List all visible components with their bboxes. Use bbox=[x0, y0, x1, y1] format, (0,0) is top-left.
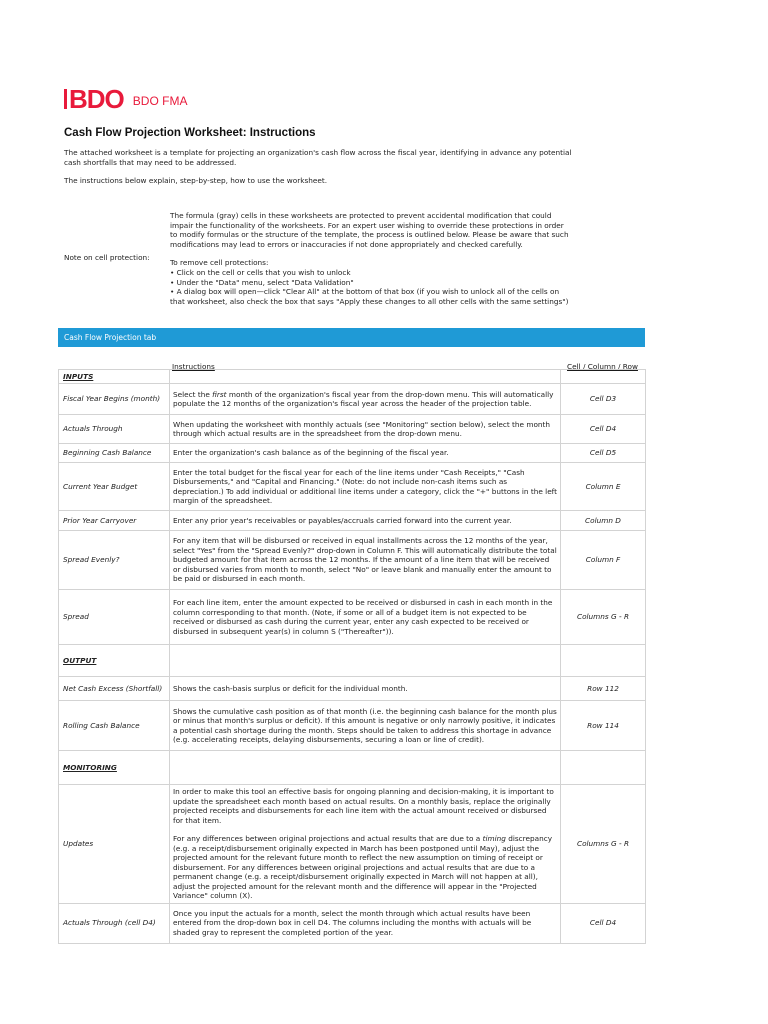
row-reference: Row 112 bbox=[561, 677, 646, 701]
instr-paragraph bbox=[173, 834, 557, 901]
table-row bbox=[59, 531, 646, 590]
instructions-header: Instructions bbox=[172, 362, 215, 371]
row-instructions: For any item that will be disbursed or received in equal installments across the 12 months of the year, select "Yes" from the "Spread Evenly?" drop-down in Column F. This will automatically distribute the total budgeted amount for that item across the 12 months. If the amount of a line item that will be received or disbursed varies from month to month, select "No" or leave blank and manually enter the amount to be paid or disbursed in each month. bbox=[170, 531, 561, 590]
note-step: • Under the "Data" menu, select "Data Validation" bbox=[170, 277, 354, 287]
remove-heading: To remove cell protections: bbox=[170, 258, 269, 268]
row-instructions: Enter the organization's cash balance as of the beginning of the fiscal year. bbox=[170, 444, 561, 463]
table-row bbox=[59, 701, 646, 751]
row-label: Prior Year Carryover bbox=[59, 511, 170, 531]
empty-cell bbox=[170, 645, 561, 677]
table-row bbox=[59, 415, 646, 444]
logo-bracket bbox=[64, 89, 67, 109]
table-row bbox=[59, 511, 646, 531]
row-instructions bbox=[170, 384, 561, 415]
section-band: Cash Flow Projection tab bbox=[58, 328, 645, 347]
section-label: MONITORING bbox=[59, 751, 170, 785]
table-row bbox=[59, 677, 646, 701]
table-row bbox=[59, 444, 646, 463]
row-instructions: Shows the cash-basis surplus or deficit for the individual month. bbox=[170, 677, 561, 701]
row-instructions: Shows the cumulative cash position as of that month (i.e. the beginning cash balance for the month plus or minus that month's surplus or deficit). If this amount is negative or only narrowly positive, it indicates a potential cash shortage during the month. Steps should be taken to address this shortage in advance (e.g. accelerating receipts, delaying disbursements, securing a loan or line of credit). bbox=[170, 701, 561, 751]
note-step: • Click on the cell or cells that you wish to unlock bbox=[170, 267, 351, 277]
instr-text: month of the organization's fiscal year from the drop-down menu. This will automatically populate the 12 months of the organization's fiscal year across the header of the projection table. bbox=[173, 389, 554, 408]
table-row bbox=[59, 384, 646, 415]
row-label: Spread Evenly? bbox=[59, 531, 170, 590]
row-label: Updates bbox=[59, 785, 170, 904]
intro-paragraph-2: The instructions below explain, step-by-step, how to use the worksheet. bbox=[64, 176, 328, 185]
row-reference: Row 114 bbox=[561, 701, 646, 751]
table-row bbox=[59, 590, 646, 645]
row-reference: Column D bbox=[561, 511, 646, 531]
instr-paragraph: In order to make this tool an effective basis for ongoing planning and decision-making, it is important to update the spreadsheet each month based on actual results. On a monthly basis, replace the originally projected receipts and disbursements for each line item with the actual amount received or disbursed for that item. bbox=[173, 787, 554, 825]
note-steps bbox=[170, 268, 570, 306]
logo-text: BDO bbox=[69, 84, 124, 114]
row-instructions: When updating the worksheet with monthly actuals (see "Monitoring" section below), select the month through which actual results are in the spreadsheet from the drop-down menu. bbox=[170, 415, 561, 444]
brand-name: BDO FMA bbox=[132, 94, 188, 108]
row-reference: Cell D4 bbox=[561, 903, 646, 943]
row-reference: Cell D4 bbox=[561, 415, 646, 444]
row-label: Actuals Through (cell D4) bbox=[59, 903, 170, 943]
table-row bbox=[59, 903, 646, 943]
table-row bbox=[59, 785, 646, 904]
table-row bbox=[59, 370, 646, 384]
cell-header: Cell / Column / Row bbox=[567, 362, 638, 371]
empty-cell bbox=[170, 370, 561, 384]
empty-cell bbox=[561, 370, 646, 384]
paragraph-gap bbox=[173, 825, 557, 834]
instructions-table bbox=[58, 369, 646, 944]
bdo-logo bbox=[64, 84, 188, 114]
instr-text: Select the bbox=[173, 389, 213, 399]
row-label: Beginning Cash Balance bbox=[59, 444, 170, 463]
row-label: Actuals Through bbox=[59, 415, 170, 444]
page-title: Cash Flow Projection Worksheet: Instructions bbox=[64, 127, 316, 139]
row-instructions: Once you input the actuals for a month, select the month through which actual results have been entered from the drop-down box in cell D4. The columns including the months with actuals will be shaded gray to represent the completed portion of the year. bbox=[170, 903, 561, 943]
bdo-logo-mark bbox=[64, 84, 124, 114]
row-instructions: Enter the total budget for the fiscal year for each of the line items under "Cash Receipts," "Cash Disbursements," and "Capital and Financing." (Note: do not include non-cash items such as depreciation.) To add individual or additional line items under a category, click the "+" buttons in the left margin of the spreadsheet. bbox=[170, 463, 561, 511]
empty-cell bbox=[561, 751, 646, 785]
section-label: INPUTS bbox=[59, 370, 170, 384]
table-row bbox=[59, 751, 646, 785]
instr-emphasis: timing bbox=[482, 834, 506, 843]
row-instructions: Enter any prior year's receivables or payables/accruals carried forward into the current year. bbox=[170, 511, 561, 531]
row-reference: Columns G - R bbox=[561, 590, 646, 645]
instr-text: For any differences between original projections and actual results that are due to a bbox=[173, 834, 483, 843]
note-paragraph: The formula (gray) cells in these worksheets are protected to prevent accidental modification that could impair the functionality of the worksheets. For an expert user wishing to override these protections in order to modify formulas or the structure of the template, the process is outlined below. Please be aware that such modifications may lead to errors or inaccuracies if not done appropriately and checked carefully. bbox=[170, 211, 569, 249]
note-body bbox=[170, 211, 570, 306]
row-label: Fiscal Year Begins (month) bbox=[59, 384, 170, 415]
row-label: Current Year Budget bbox=[59, 463, 170, 511]
row-label: Spread bbox=[59, 590, 170, 645]
row-label: Net Cash Excess (Shortfall) bbox=[59, 677, 170, 701]
empty-cell bbox=[561, 645, 646, 677]
instr-emphasis: first bbox=[212, 389, 227, 399]
note-step: • A dialog box will open—click "Clear All" at the bottom of that box (if you wish to unlock all of the cells on that worksheet, also check the box that says "Apply these changes to all other cells with the same settings") bbox=[170, 287, 569, 306]
row-reference: Cell D5 bbox=[561, 444, 646, 463]
table-row bbox=[59, 645, 646, 677]
row-instructions: For each line item, enter the amount expected to be received or disbursed in cash in each month in the column corresponding to that month. (Note, if some or all of a budget item is not expected to be received or disbursed as cash during the current year, enter any cash expected to be received or disbursed in subsequent year(s) in column S ("Thereafter")). bbox=[170, 590, 561, 645]
empty-cell bbox=[170, 751, 561, 785]
row-reference: Column E bbox=[561, 463, 646, 511]
intro-paragraph-1: The attached worksheet is a template for projecting an organization's cash flow across the fiscal year, identifying in advance any potential cash shortfalls that may need to be addressed. bbox=[64, 148, 572, 167]
note-label: Note on cell protection: bbox=[64, 253, 150, 262]
row-reference: Cell D3 bbox=[561, 384, 646, 415]
row-label: Rolling Cash Balance bbox=[59, 701, 170, 751]
row-reference: Column F bbox=[561, 531, 646, 590]
row-instructions bbox=[170, 785, 561, 904]
table-row bbox=[59, 463, 646, 511]
row-reference: Columns G - R bbox=[561, 785, 646, 904]
section-label: OUTPUT bbox=[59, 645, 170, 677]
instr-text: discrepancy (e.g. a receipt/disbursement originally expected in March has been postponed until May), adjust the projected amount for the relevant future month to reflect the new assumption on timing of receipt or disbursement. For any differences between original projections and actual results that are due to a permanent change (e.g. a receipt/disbursement originally expected in March will not happen at all), adjust the projected amount for the relevant month and the difference will appear in the "Projected Variance" column (X). bbox=[173, 834, 553, 900]
